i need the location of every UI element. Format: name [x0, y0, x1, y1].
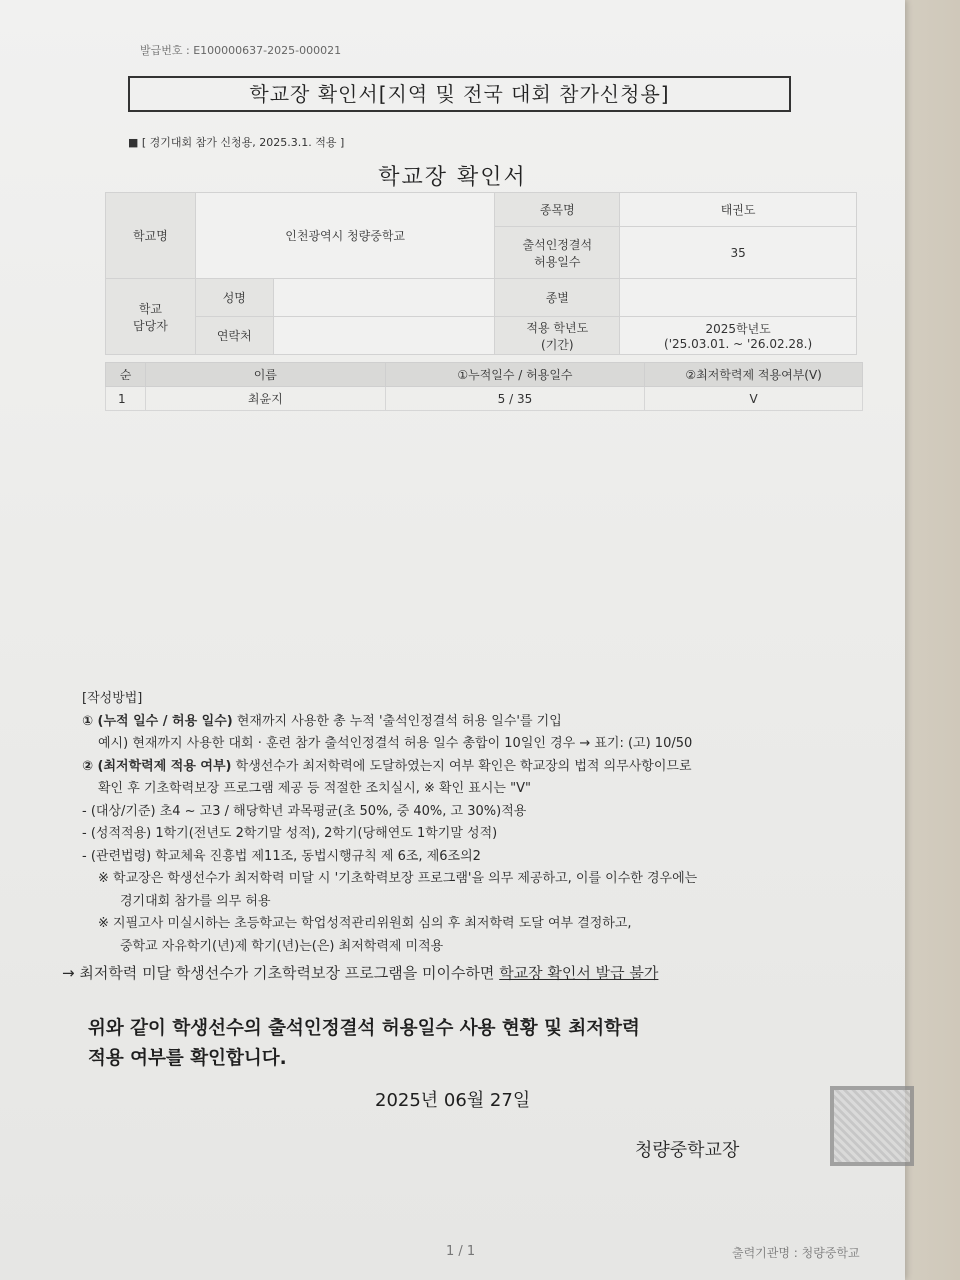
guide-line-3: ② (최저학력제 적용 여부) 학생선수가 최저학력에 도달하였는지 여부 확인은 학교장의 법적 의무사항이므로	[82, 758, 692, 774]
issuer-name: 출력기관명 : 청량중학교	[732, 1246, 860, 1260]
allowed-days-label: 출석인정결석 허용일수	[495, 227, 620, 279]
guide-line-5: - (대상/기준) 초4 ~ 고3 / 해당학년 과목평균(초 50%, 중 40%, 고 30%)적용	[82, 803, 527, 819]
guide-line-7: - (관련법령) 학교체육 진흥법 제11조, 동법시행규칙 제 6조, 제6조의2	[82, 848, 481, 864]
guide-line-11: 중학교 자유학기(년)제 학기(년)는(은) 최저학력제 미적용	[120, 938, 444, 954]
confirm-line-1: 위와 같이 학생선수의 출석인정결석 허용일수 사용 현황 및 최저학력	[88, 1018, 640, 1039]
school-value: 인천광역시 청량중학교	[195, 193, 495, 279]
confirm-line-2: 적용 여부를 확인합니다.	[88, 1048, 287, 1069]
document-title: 학교장 확인서	[378, 165, 527, 190]
issue-number: 발급번호 : E100000637-2025-000021	[140, 44, 342, 57]
year-label: 적용 학년도 (기간)	[495, 317, 620, 355]
confirmation-statement	[88, 1014, 640, 1074]
guide-line-8: ※ 학교장은 학생선수가 최저학력 미달 시 '기초학력보장 프로그램'을 의무 제공하고, 이를 이수한 경우에는	[98, 871, 698, 886]
principal-signature: 청량중학교장	[635, 1140, 740, 1161]
student-list-table	[105, 362, 863, 411]
sub-note: ■ [ 경기대회 참가 신청용, 2025.3.1. 적용 ]	[128, 136, 345, 149]
row-seq: 1	[106, 387, 146, 411]
row-name: 최윤지	[145, 387, 385, 411]
guide-heading: [작성방법]	[82, 691, 143, 706]
guide-line-12: → 최저학력 미달 학생선수가 기초학력보장 프로그램을 미이수하면 학교장 확인서 발급 불가	[62, 964, 659, 982]
guide-line-1: ① (누적 일수 / 허용 일수) 현재까지 사용한 총 누적 '출석인정결석 허용 일수'를 기입	[82, 713, 562, 729]
writing-guide	[62, 688, 892, 985]
page-number: 1 / 1	[446, 1244, 476, 1259]
table-row	[106, 387, 863, 411]
row-applied: V	[645, 387, 863, 411]
name-value	[273, 279, 495, 317]
issue-date: 2025년 06월 27일	[375, 1090, 531, 1111]
contact-value	[273, 317, 495, 355]
info-table	[105, 192, 857, 355]
col-header-seq: 순	[106, 363, 146, 387]
col-header-days: ①누적일수 / 허용일수	[385, 363, 645, 387]
gender-label: 종별	[495, 279, 620, 317]
sport-label: 종목명	[495, 193, 620, 227]
school-label: 학교명	[106, 193, 196, 279]
guide-line-9: 경기대회 참가를 의무 허용	[120, 893, 271, 909]
col-header-applied: ②최저학력제 적용여부(V)	[645, 363, 863, 387]
main-title: 학교장 확인서[지역 및 전국 대회 참가신청용]	[128, 76, 791, 112]
col-header-name: 이름	[145, 363, 385, 387]
manager-label: 학교 담당자	[106, 279, 196, 355]
row-days: 5 / 35	[385, 387, 645, 411]
guide-line-4: 확인 후 기초학력보장 프로그램 제공 등 적절한 조치실시, ※ 확인 표시는 "V"	[98, 781, 531, 796]
guide-line-2: 예시) 현재까지 사용한 대회 · 훈련 참가 출석인정결석 허용 일수 총합이 10일인 경우 → 표기: (고) 10/50	[98, 736, 693, 751]
contact-label: 연락처	[195, 317, 273, 355]
name-label: 성명	[195, 279, 273, 317]
guide-line-6: - (성적적용) 1학기(전년도 2학기말 성적), 2학기(당해연도 1학기말 성적)	[82, 826, 498, 841]
allowed-days-value: 35	[620, 227, 857, 279]
year-value: 2025학년도 ('25.03.01. ~ '26.02.28.)	[620, 317, 857, 355]
sport-value: 태권도	[620, 193, 857, 227]
gender-value	[620, 279, 857, 317]
official-seal-stamp	[830, 1086, 914, 1166]
guide-line-10: ※ 지필고사 미실시하는 초등학교는 학업성적관리위원회 심의 후 최저학력 도달 여부 결정하고,	[98, 916, 632, 931]
